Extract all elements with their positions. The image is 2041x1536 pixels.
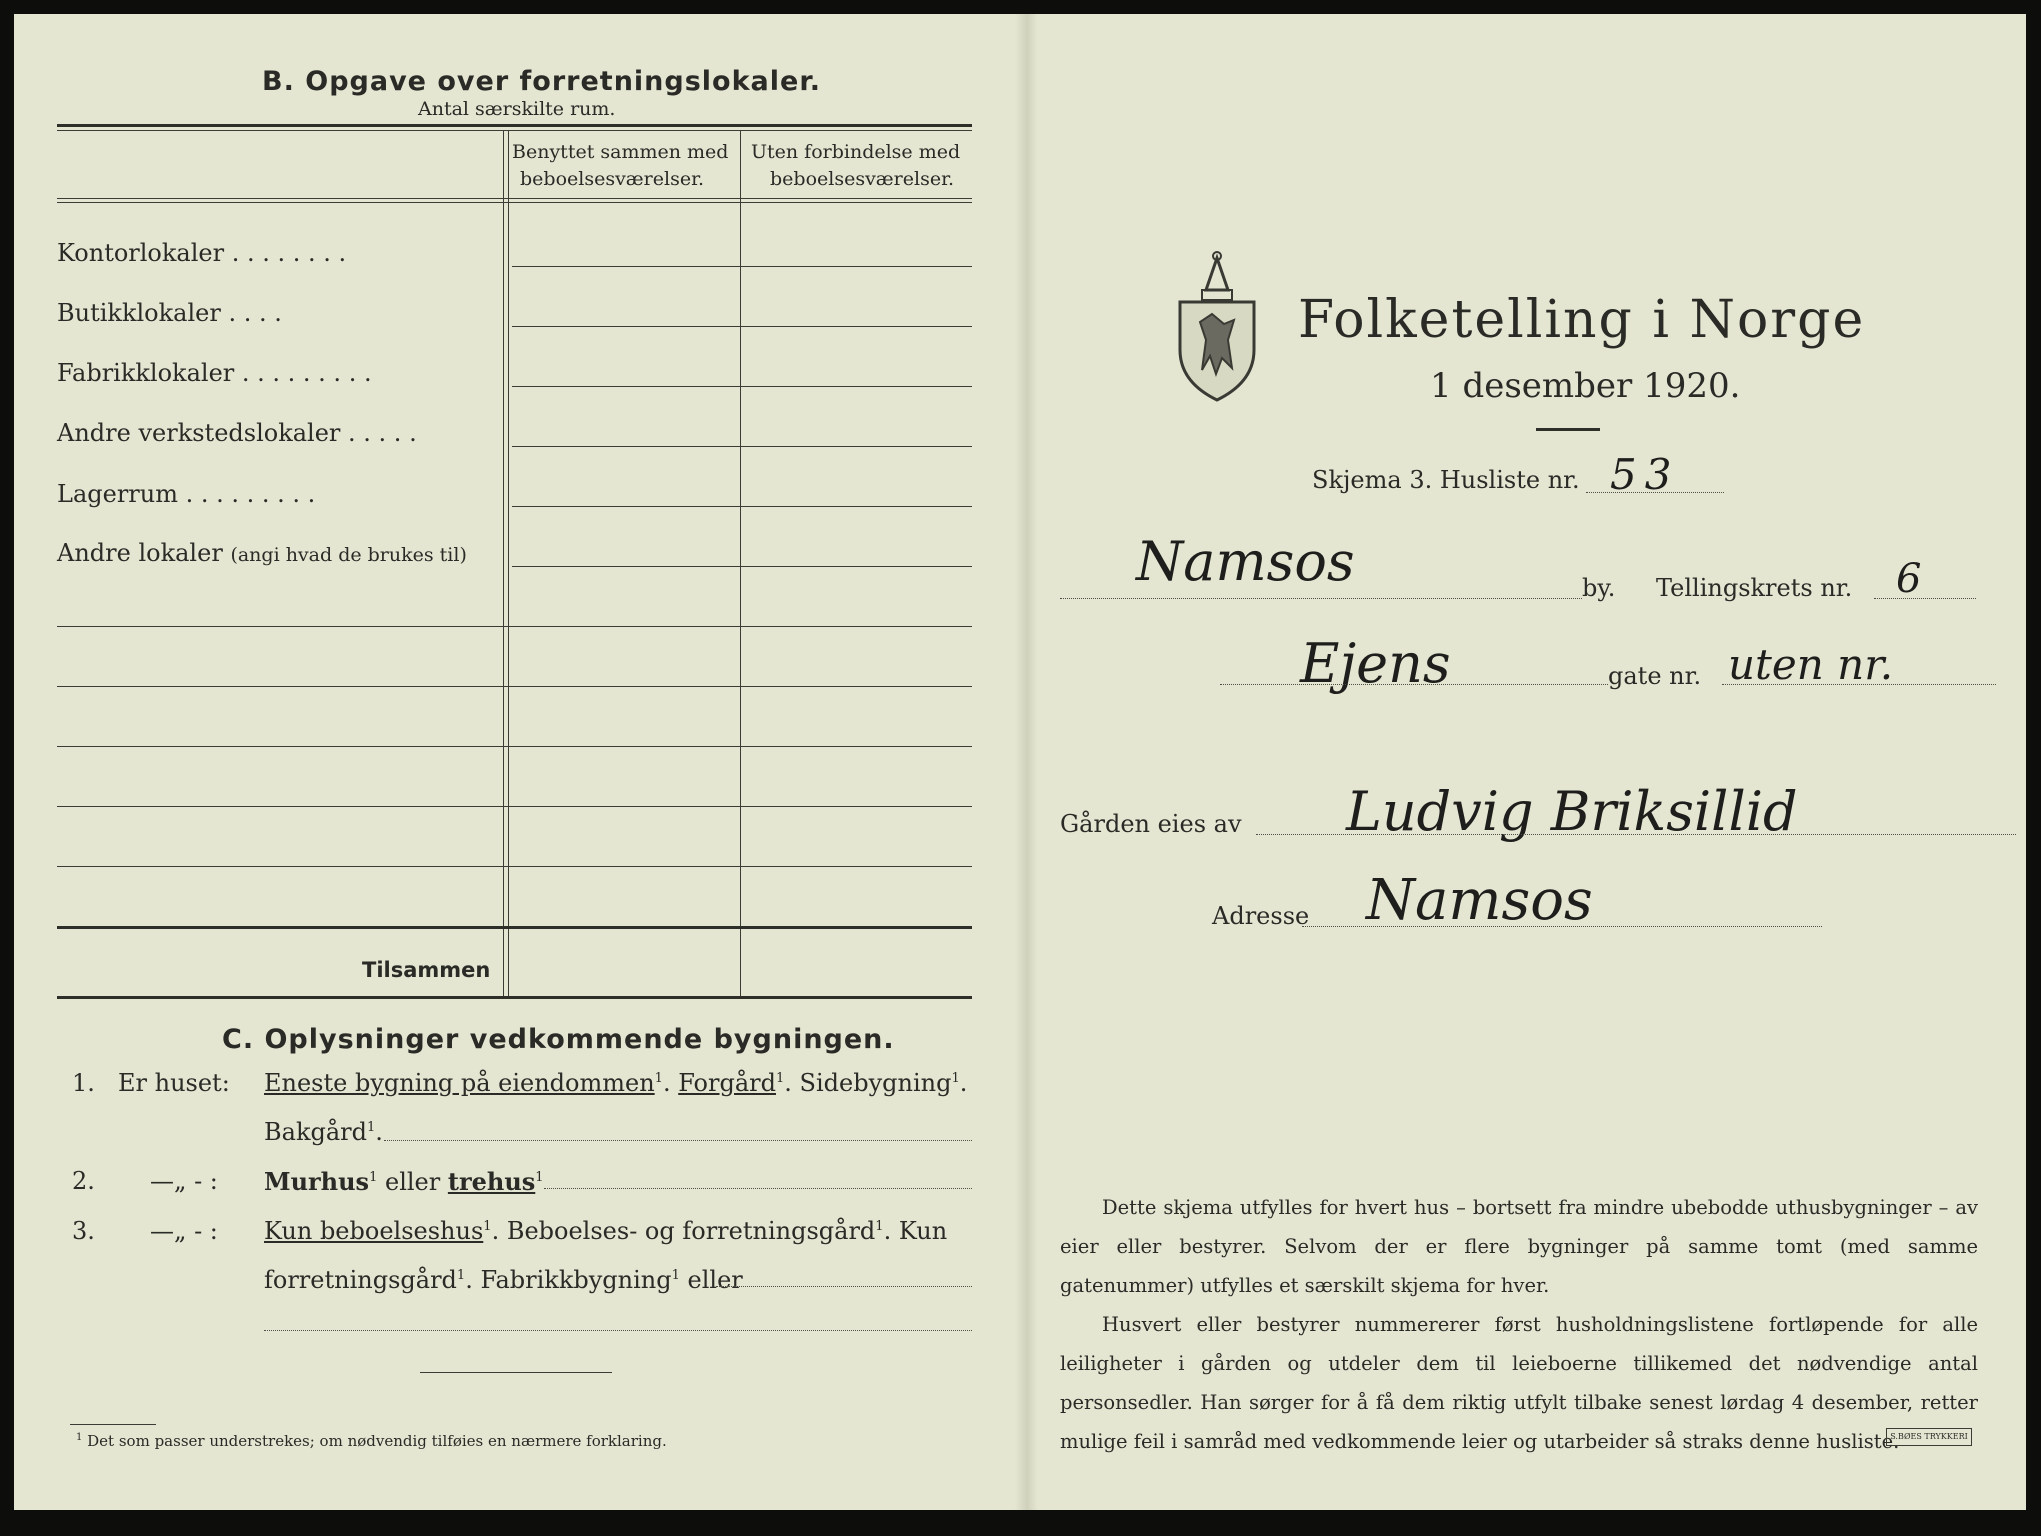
q1-opt-sidebygning: Sidebygning bbox=[799, 1069, 952, 1097]
by-label: by. bbox=[1582, 574, 1616, 602]
row-andre-lokaler-label: Andre lokaler bbox=[57, 539, 223, 567]
q2-sup-1: 1 bbox=[369, 1170, 378, 1185]
cell-rule-3 bbox=[512, 386, 972, 387]
cell-rule-1 bbox=[512, 266, 972, 267]
q1-sup-2: 1 bbox=[776, 1071, 785, 1086]
owner-label: Gården eies av bbox=[1060, 810, 1242, 838]
q1-lead: Er huset: bbox=[118, 1069, 230, 1097]
q2-opt-trehus: trehus bbox=[447, 1167, 536, 1196]
col-divider-1b bbox=[508, 130, 509, 998]
instructions-paragraph-2: Husvert eller bestyrer nummererer først husholdningslistene fortløpende for alle leiligheter i gården og utdeler dem til leieboerne tillikemed det nødvendige antal personsedler. Han sørger for å få dem riktig utfylt tilbake senest lørdag 4 desember, retter mulige feil i samråd med vedkommende leier og utarbeider så straks denne husliste. bbox=[1060, 1313, 1978, 1453]
q3-opt-forretningsgard: forretningsgård bbox=[264, 1266, 457, 1294]
q1-sup-4: 1 bbox=[367, 1120, 376, 1135]
q3-opt-beboelses-forretningsgard: Beboelses- og forretningsgård bbox=[506, 1217, 876, 1245]
address-label: Adresse bbox=[1212, 902, 1310, 930]
q2-sup-2: 1 bbox=[535, 1170, 544, 1185]
q2-fill-line bbox=[544, 1188, 972, 1189]
q3-number: 3. bbox=[72, 1217, 95, 1245]
norway-coat-of-arms-icon bbox=[1176, 250, 1258, 402]
q3-sup-3: 1 bbox=[456, 1268, 466, 1283]
q3-sup-2: 1 bbox=[875, 1219, 884, 1234]
col-divider-2 bbox=[740, 130, 741, 998]
q3-opt-kun-beboelseshus: Kun beboelseshus bbox=[264, 1217, 484, 1245]
town-handwritten[interactable]: Namsos bbox=[1136, 530, 1355, 593]
q3-sup-1: 1 bbox=[483, 1219, 492, 1234]
q3-eller: eller bbox=[687, 1266, 743, 1294]
title-rule bbox=[1536, 428, 1600, 431]
header-rule bbox=[57, 198, 972, 199]
q3-opt-fabrikkbygning: Fabrikkbygning bbox=[480, 1266, 672, 1294]
gate-line bbox=[1722, 684, 1996, 685]
q3-opt-kun: Kun bbox=[898, 1217, 948, 1245]
gate-number[interactable]: uten nr. bbox=[1728, 640, 1894, 689]
col1-header-line2: beboelsesværelser. bbox=[520, 168, 705, 190]
cell-rule-4 bbox=[512, 446, 972, 447]
footnote bbox=[76, 1432, 667, 1450]
q3-lead: —„ - : bbox=[150, 1217, 218, 1245]
q2-eller: eller bbox=[385, 1168, 441, 1196]
tellingskrets-number[interactable]: 6 bbox=[1896, 556, 1922, 602]
street-line bbox=[1220, 684, 1608, 685]
table-top-rule bbox=[57, 124, 972, 127]
row-andre-lokaler bbox=[57, 539, 467, 567]
gate-label: gate nr. bbox=[1608, 662, 1702, 690]
row-kontorlokaler: Kontorlokaler . . . . . . . . bbox=[57, 239, 347, 267]
q1-opt-eneste: Eneste bygning på eiendommen bbox=[264, 1069, 655, 1097]
tellingskrets-line bbox=[1874, 598, 1976, 599]
col2-header-line1: Uten forbindelse med bbox=[751, 141, 961, 163]
q1-sup-3: 1 bbox=[951, 1071, 960, 1086]
cell-rule-2 bbox=[512, 326, 972, 327]
q3-sup-4: 1 bbox=[671, 1268, 680, 1283]
q1-number: 1. bbox=[72, 1069, 95, 1097]
husliste-number[interactable]: 53 bbox=[1610, 450, 1680, 499]
row-lagerrum: Lagerrum . . . . . . . . . bbox=[57, 480, 316, 508]
blank-row-rule-5 bbox=[57, 866, 972, 867]
address-handwritten[interactable]: Namsos bbox=[1366, 868, 1593, 933]
total-bottom-rule bbox=[57, 996, 972, 999]
printer-stamp: S.BØES TRYKKERI bbox=[1886, 1428, 1972, 1446]
row-andre-verkstedslokaler: Andre verkstedslokaler . . . . . bbox=[57, 419, 417, 447]
form-title: Folketelling i Norge bbox=[1298, 290, 1866, 350]
row-butikklokaler: Butikklokaler . . . . bbox=[57, 299, 282, 327]
q1-options: Eneste bygning på eiendommen$^1$. Forgård$^1$. Sidebygning$^1$. bbox=[264, 1069, 968, 1097]
form-date: 1 desember 1920. bbox=[1430, 366, 1741, 406]
col-divider-1a bbox=[503, 130, 504, 998]
q1-opt-forgard: Forgård bbox=[678, 1069, 776, 1097]
instructions bbox=[1060, 1188, 1978, 1461]
table-top-rule-thin bbox=[57, 130, 972, 131]
section-end-rule bbox=[420, 1372, 612, 1373]
total-top-rule bbox=[57, 926, 972, 929]
footnote-text: Det som passer understrekes; om nødvendig tilføies en nærmere forklaring. bbox=[87, 1432, 667, 1450]
q1-sup-1: 1 bbox=[654, 1071, 663, 1086]
col1-header-line1: Benyttet sammen med bbox=[512, 141, 729, 163]
q3-options-line1: Kun beboelseshus$^1$. Beboelses- og forretningsgård$^1$. Kun bbox=[264, 1217, 948, 1245]
owner-handwritten[interactable]: Ludvig Briksillid bbox=[1346, 780, 1798, 843]
section-b-title: B. Opgave over forretningslokaler. bbox=[262, 66, 822, 97]
address-line bbox=[1302, 926, 1822, 927]
cell-rule-5 bbox=[512, 506, 972, 507]
q1-fill-line bbox=[384, 1140, 972, 1141]
row-andre-lokaler-note: (angi hvad de brukes til) bbox=[230, 544, 467, 566]
header-rule-2 bbox=[57, 202, 972, 203]
blank-row-rule-2 bbox=[57, 686, 972, 687]
cell-rule-6 bbox=[512, 566, 972, 567]
q2-number: 2. bbox=[72, 1167, 95, 1195]
blank-row-rule-4 bbox=[57, 806, 972, 807]
q1-opt-bakgard: Bakgård bbox=[264, 1118, 367, 1146]
blank-row-rule-1 bbox=[57, 626, 972, 627]
page-fold bbox=[1015, 14, 1037, 1510]
footnote-rule bbox=[70, 1424, 156, 1425]
schema-label: Skjema 3. Husliste nr. bbox=[1312, 466, 1580, 494]
blank-row-rule-3 bbox=[57, 746, 972, 747]
q3-options-line2: forretningsgård$^1$. Fabrikkbygning$^1$ eller bbox=[264, 1266, 743, 1294]
footnote-mark: 1 bbox=[76, 1432, 83, 1443]
q2-options bbox=[264, 1167, 544, 1196]
street-handwritten[interactable]: Ejens bbox=[1300, 632, 1451, 695]
owner-line bbox=[1256, 834, 2016, 835]
q2-lead: —„ - : bbox=[150, 1167, 218, 1195]
q3-fill-line-2 bbox=[264, 1330, 972, 1331]
tellingskrets-label: Tellingskrets nr. bbox=[1656, 574, 1853, 602]
instructions-paragraph-1: Dette skjema utfylles for hvert hus – bortsett fra mindre ubebodde uthusbygninger – av eier eller bestyrer. Selvom der er flere bygninger på samme tomt (med samme gatenummer) utfylles et særskilt skjema for hver. bbox=[1060, 1196, 1978, 1297]
section-b-subtitle: Antal særskilte rum. bbox=[418, 98, 616, 120]
total-label: Tilsammen bbox=[362, 958, 491, 982]
husliste-line bbox=[1586, 492, 1724, 493]
town-line bbox=[1060, 598, 1582, 599]
section-c-title: C. Oplysninger vedkommende bygningen. bbox=[222, 1024, 895, 1055]
q3-fill-line-1 bbox=[716, 1286, 972, 1287]
col2-header-line2: beboelsesværelser. bbox=[770, 168, 955, 190]
q1-option-bakgard: Bakgård$^1$. bbox=[264, 1118, 383, 1146]
q2-opt-murhus: Murhus bbox=[264, 1167, 370, 1196]
row-fabrikklokaler: Fabrikklokaler . . . . . . . . . bbox=[57, 359, 372, 387]
